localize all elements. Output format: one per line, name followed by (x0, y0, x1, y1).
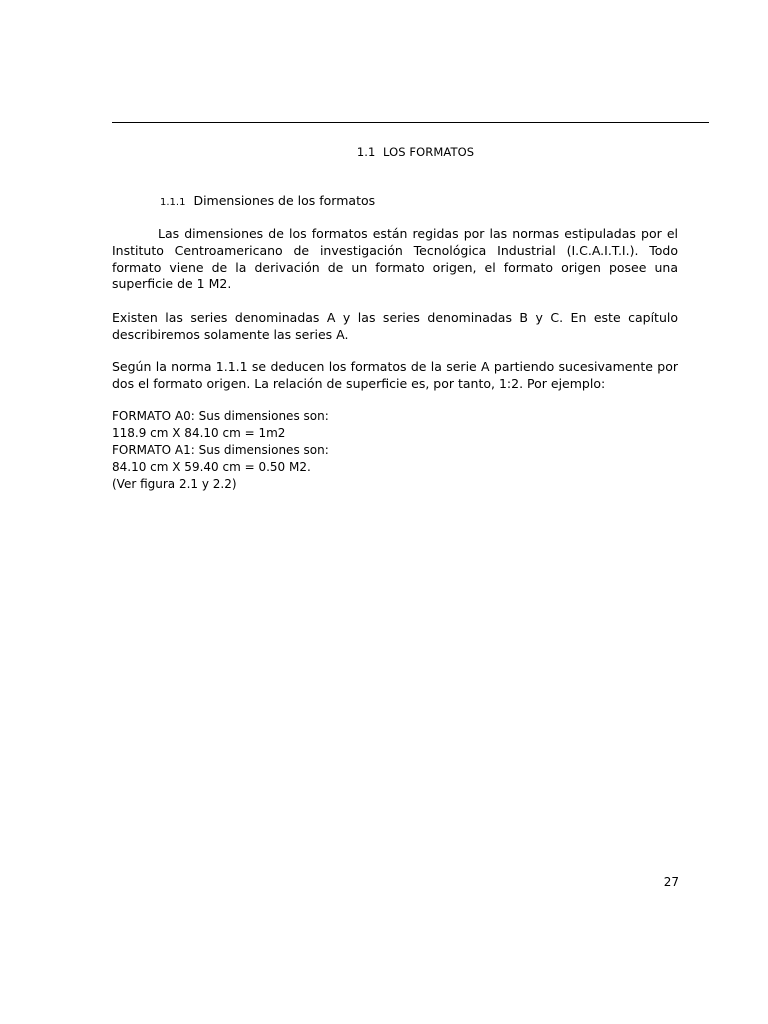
paragraph-intro: Las dimensiones de los formatos están regidas por las normas estipuladas por el Instituto Centroamericano de investigación Tecnológica Industrial (I.C.A.I.T.I.). Todo formato viene de la derivación de un formato origen, el formato origen posee una superficie de 1 M2. (112, 226, 678, 292)
paragraph-series: Existen las series denominadas A y las series denominadas B y C. En este capítulo describiremos solamente las series A. (112, 310, 678, 342)
paragraph-norm: Según la norma 1.1.1 se deducen los formatos de la serie A partiendo sucesivamente por dos el formato origen. La relación de superficie es, por tanto, 1:2. Por ejemplo: (112, 359, 678, 391)
subsection-title: Dimensiones de los formatos (193, 193, 376, 208)
header-rule (112, 122, 709, 123)
subsection-heading (160, 192, 375, 211)
page-number: 27 (663, 875, 679, 889)
format-list-item: 84.10 cm X 59.40 cm = 0.50 M2. (112, 460, 311, 474)
format-list-item: FORMATO A1: Sus dimensiones son: (112, 443, 329, 457)
figure-reference: (Ver figura 2.1 y 2.2) (112, 477, 237, 491)
section-number: 1.1 (356, 145, 376, 159)
format-list-item: 118.9 cm X 84.10 cm = 1m2 (112, 426, 286, 440)
format-list-item: FORMATO A0: Sus dimensiones son: (112, 409, 329, 423)
subsection-number: 1.1.1 (160, 197, 186, 208)
section-title: LOS FORMATOS (382, 145, 475, 159)
format-list (112, 408, 678, 493)
section-heading (112, 144, 719, 160)
